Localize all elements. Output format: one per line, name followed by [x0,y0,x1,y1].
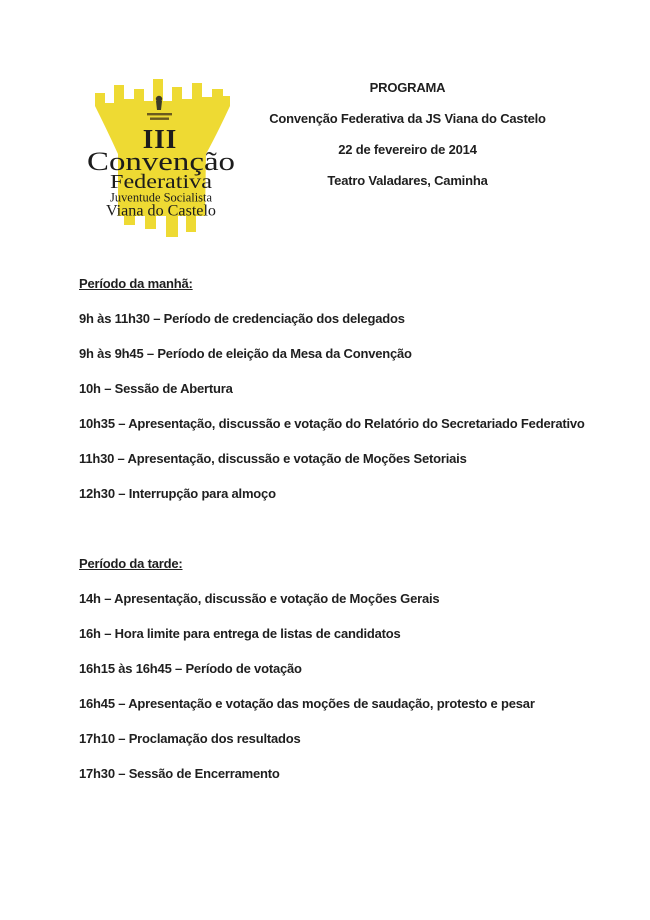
document-venue: Teatro Valadares, Caminha [327,173,488,188]
document-date: 22 de fevereiro de 2014 [338,142,477,157]
logo-title-line2: Federativa [110,171,213,193]
schedule-item: 16h15 às 16h45 – Período de votação [79,661,302,676]
logo-numeral: III [142,124,178,154]
schedule [79,266,639,791]
js-convention-logo [87,76,235,242]
logo-subtitle-line1: Juventude Socialista [110,190,213,205]
document-title: PROGRAMA [369,80,446,95]
schedule-item: 11h30 – Apresentação, discussão e votação de Moções Setoriais [79,451,467,466]
schedule-item: 10h35 – Apresentação, discussão e votação do Relatório do Secretariado Federativo [79,416,585,431]
section-heading-morning: Período da manhã: [79,276,193,291]
logo-subtitle-line2: Viana do Castelo [106,202,217,220]
schedule-item: 17h10 – Proclamação dos resultados [79,731,301,746]
document-header [240,72,575,196]
schedule-item: 16h45 – Apresentação e votação das moções de saudação, protesto e pesar [79,696,535,711]
section-heading-afternoon: Período da tarde: [79,556,183,571]
schedule-item: 17h30 – Sessão de Encerramento [79,766,280,781]
schedule-item: 9h às 11h30 – Período de credenciação dos delegados [79,311,405,326]
schedule-item: 16h – Hora limite para entrega de listas de candidatos [79,626,401,641]
schedule-item: 12h30 – Interrupção para almoço [79,486,276,501]
schedule-item: 14h – Apresentação, discussão e votação de Moções Gerais [79,591,440,606]
document-subtitle: Convenção Federativa da JS Viana do Castelo [269,111,546,126]
schedule-section-afternoon [79,546,639,791]
schedule-item: 10h – Sessão de Abertura [79,381,233,396]
castle-logo-graphic [87,76,235,242]
logo-title-line1: Convenção [87,147,235,176]
schedule-item: 9h às 9h45 – Período de eleição da Mesa da Convenção [79,346,412,361]
schedule-section-morning [79,266,639,511]
